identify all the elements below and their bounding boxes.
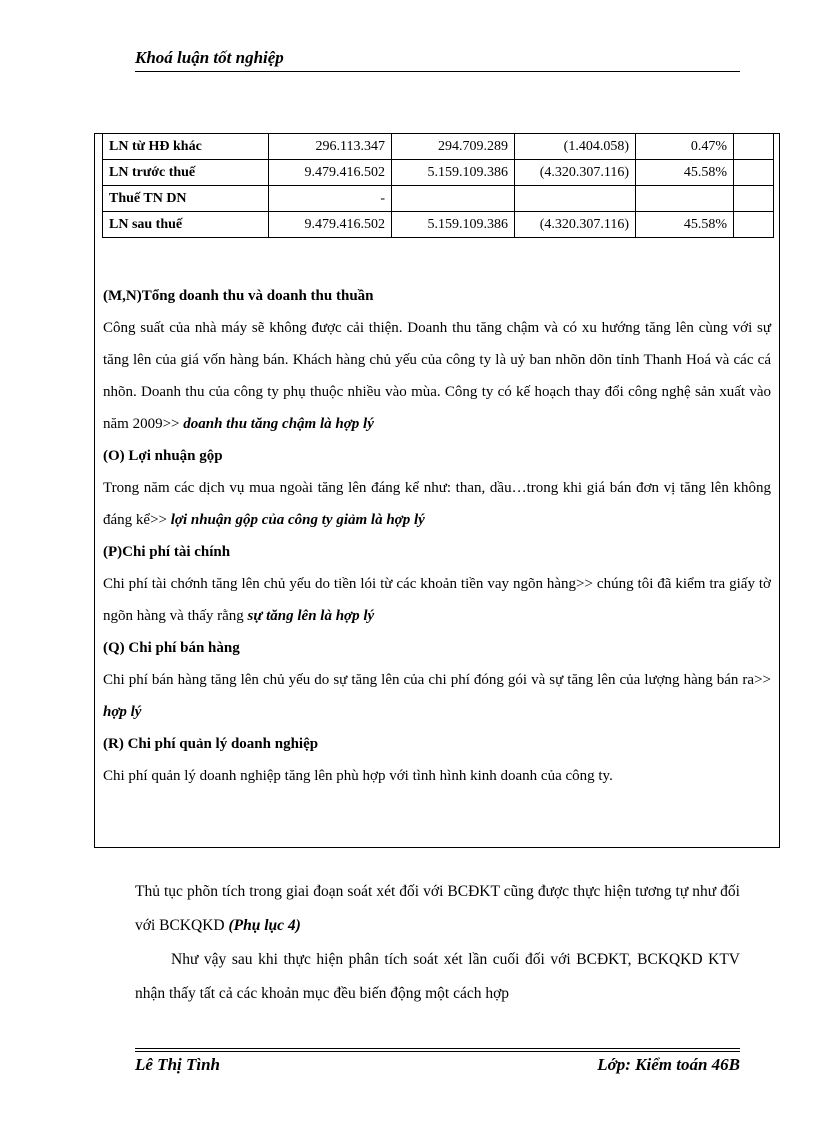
section-paragraph-admin-cost: Chi phí quản lý doanh nghiệp tăng lên phù hợp với tình hình kinh doanh của công ty. <box>103 768 613 784</box>
paragraph-text: Thủ tục phõn tích trong giai đoạn soát xét đối với BCĐKT cũng được thực hiện tương tự như đối với BCKQKD <box>135 883 740 934</box>
cell-value <box>734 212 774 238</box>
section-paragraph-selling-cost <box>103 664 771 728</box>
section-heading-revenue: (M,N)Tổng doanh thu và doanh thu thuần <box>103 288 374 304</box>
header-rule <box>135 71 740 72</box>
footer-class: Lớp: Kiểm toán 46B <box>597 1055 740 1074</box>
paragraph-text: Công suất của nhà máy sẽ không được cải thiện. Doanh thu tăng chậm và có xu hướng tăng lên cùng với sự tăng lên của giá vốn hàng bán. Khách hàng chủ yếu của công ty là uỷ ban nhõn dõn tỉnh Thanh Hoá và các cá nhõn. Doanh thu của công ty phụ thuộc nhiều vào mùa. Công ty có kế hoạch thay đổi công nghệ sản xuất vào năm 2009>> <box>103 320 771 432</box>
conclusion-text: doanh thu tăng chậm là hợp lý <box>183 416 374 432</box>
section-paragraph-revenue <box>103 312 771 440</box>
paragraph-text: Chi phí bán hàng tăng lên chủ yếu do sự tăng lên của chi phí đóng gói và sự tăng lên của lượng hàng bán ra>> <box>103 672 771 688</box>
table-row <box>103 212 774 238</box>
page-header-title: Khoá luận tốt nghiệp <box>135 48 284 67</box>
cell-value: (4.320.307.116) <box>515 160 636 186</box>
section-paragraph-gross-profit <box>103 472 771 536</box>
cell-value <box>636 186 734 212</box>
cell-value: 45.58% <box>636 160 734 186</box>
appendix-reference: (Phụ lục 4) <box>228 917 301 934</box>
paragraph-text: Trong năm các dịch vụ mua ngoài tăng lên đáng kể như: than, dầu…trong khi giá bán đơn vị tăng lên không đáng kể>> <box>103 480 771 528</box>
cell-value: 294.709.289 <box>392 134 515 160</box>
cell-value: 5.159.109.386 <box>392 160 515 186</box>
section-heading-gross-profit: (O) Lợi nhuận gộp <box>103 448 223 464</box>
cell-value: 296.113.347 <box>269 134 392 160</box>
table-row <box>103 160 774 186</box>
conclusion-text: lợi nhuận gộp của công ty giảm là hợp lý <box>170 512 425 528</box>
section-heading-financial-cost: (P)Chi phí tài chính <box>103 544 231 560</box>
cell-value <box>515 186 636 212</box>
cell-value: 9.479.416.502 <box>269 212 392 238</box>
cell-value: - <box>269 186 392 212</box>
conclusion-text: sự tăng lên là hợp lý <box>247 608 375 624</box>
row-label: LN trước thuế <box>103 160 269 186</box>
section-heading-selling-cost: (Q) Chi phí bán hàng <box>103 640 240 656</box>
row-label: LN sau thuế <box>103 212 269 238</box>
footer-rule <box>135 1051 740 1052</box>
footer-rule <box>135 1048 740 1049</box>
body-paragraph: Như vậy sau khi thực hiện phân tích soát xét lần cuối đối với BCĐKT, BCKQKD KTV nhận thấy tất cả các khoản mục đều biến động một cách hợp <box>135 951 740 1002</box>
row-label: Thuế TN DN <box>103 186 269 212</box>
cell-value: 9.479.416.502 <box>269 160 392 186</box>
section-paragraph-financial-cost <box>103 568 771 632</box>
cell-value: 0.47% <box>636 134 734 160</box>
cell-value <box>734 134 774 160</box>
financial-table <box>102 133 774 238</box>
table-row <box>103 186 774 212</box>
cell-value: (4.320.307.116) <box>515 212 636 238</box>
cell-value: 45.58% <box>636 212 734 238</box>
cell-value <box>734 160 774 186</box>
cell-value: (1.404.058) <box>515 134 636 160</box>
cell-value <box>734 186 774 212</box>
footer-author: Lê Thị Tình <box>135 1055 221 1074</box>
table-row <box>103 134 774 160</box>
cell-value: 5.159.109.386 <box>392 212 515 238</box>
body-paragraph <box>135 875 740 943</box>
conclusion-text: hợp lý <box>103 704 142 720</box>
body-text <box>135 875 740 1011</box>
paragraph-text: Chi phí tài chớnh tăng lên chủ yếu do tiền lói từ các khoản tiền vay ngõn hàng>> chúng tôi đã kiểm tra giấy tờ ngõn hàng và thấy rằng <box>103 576 771 624</box>
section-heading-admin-cost: (R) Chi phí quản lý doanh nghiệp <box>103 736 319 752</box>
row-label: LN từ HĐ khác <box>103 134 269 160</box>
cell-value <box>392 186 515 212</box>
analysis-section <box>103 280 771 792</box>
